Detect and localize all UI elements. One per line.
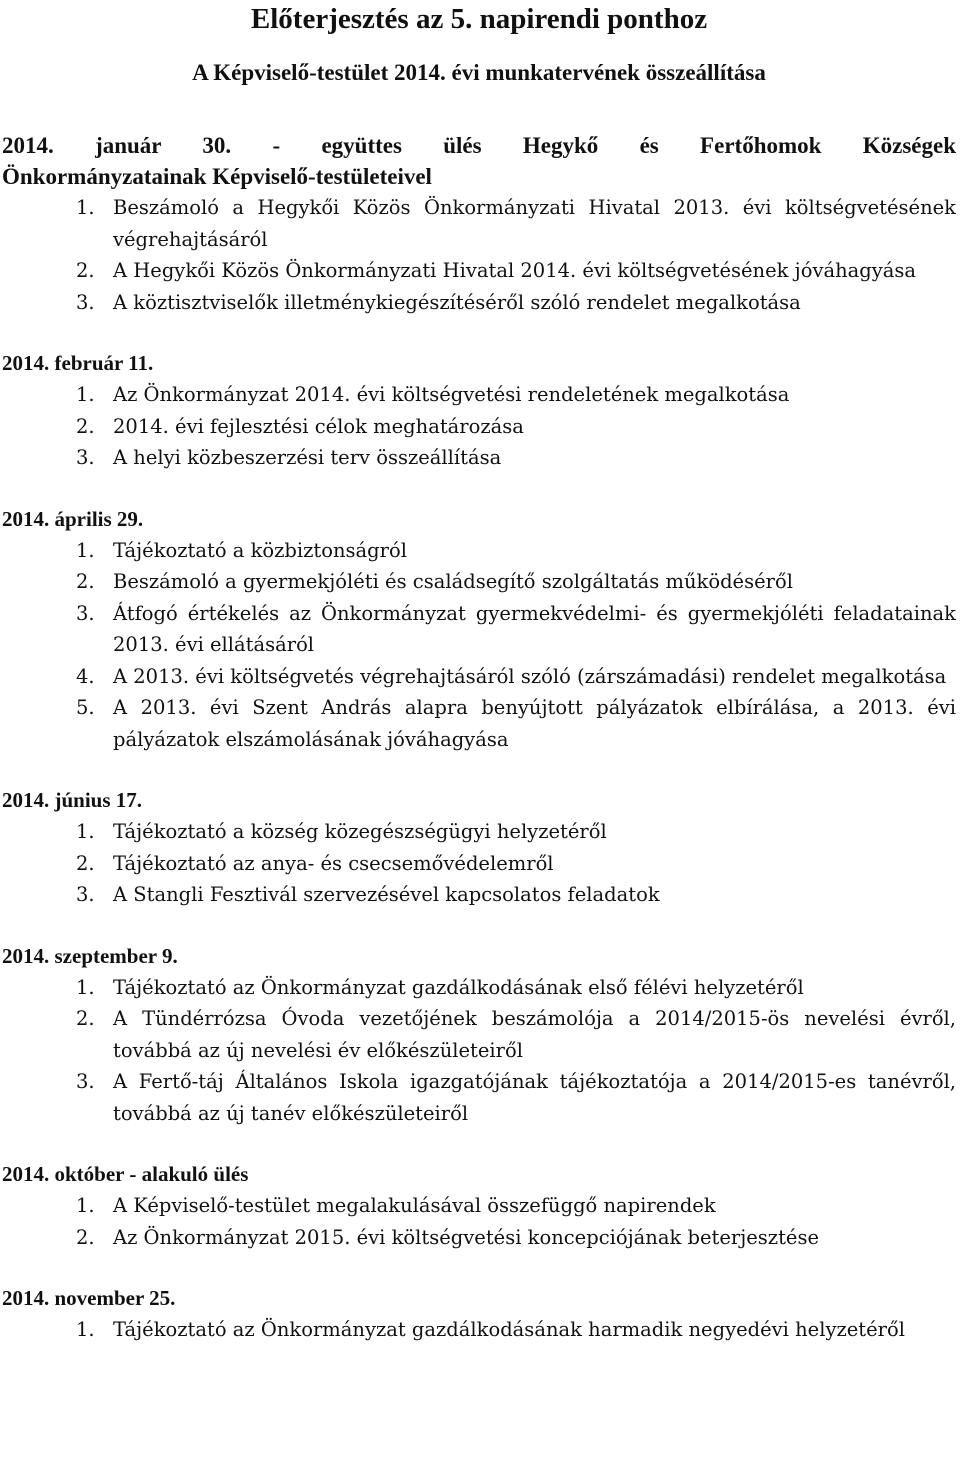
item-text: A Képviselő-testület megalakulásával összefüggő napirendek [113,1194,716,1217]
item-text: Tájékoztató az Önkormányzat gazdálkodásának első félévi helyzetéről [113,975,804,999]
section-date: 2014. június 17. [2,788,143,812]
section-item-list [2,1190,956,1253]
item-text: Tájékoztató az Önkormányzat gazdálkodásának harmadik negyedévi helyzetéről [113,1318,905,1341]
item-number: 1. [76,820,95,843]
item-number: 1. [76,1194,95,1217]
list-item [2,379,956,411]
item-text: Beszámoló a Hegykői Közös Önkormányzati Hivatal 2013. évi költségvetésének végrehajtásáról [113,196,956,251]
list-item [2,411,956,443]
section-october [2,1159,956,1253]
section-november [2,1283,956,1346]
list-item [2,1222,956,1254]
item-text: A Tündérrózsa Óvoda vezetőjének beszámolója a 2014/2015-ös nevelési évről, továbbá az új nevelési év előkészületeiről [113,1007,956,1062]
list-item [2,972,956,1004]
section-september [2,941,956,1130]
item-number: 1. [76,1318,95,1341]
item-number: 3. [76,1070,95,1093]
item-number: 1. [76,196,95,219]
item-number: 3. [76,883,95,906]
list-item [2,1314,956,1346]
section-item-list [2,535,956,756]
section-item-list [2,816,956,911]
list-item [2,1190,956,1222]
item-text: Tájékoztató a község közegészségügyi helyzetéről [113,820,607,843]
item-text: A helyi közbeszerzési terv összeállítása [113,446,502,469]
intro-item-list [2,192,956,318]
item-number: 3. [76,446,95,469]
item-text: Tájékoztató az anya- és csecsemővédelemről [113,851,554,875]
section-date: 2014. szeptember 9. [2,943,178,968]
list-item [2,192,956,255]
item-number: 2. [76,570,95,593]
section-date: 2014. április 29. [2,506,144,531]
item-number: 1. [76,975,95,999]
item-text: A Fertő-táj Általános Iskola igazgatójának tájékoztatója a 2014/2015-es tanévről, továbbá az új tanév előkészületeiről [113,1070,956,1125]
item-text: A köztisztviselők illetménykiegészítéséről szóló rendelet megalkotása [113,290,801,314]
item-text: Az Önkormányzat 2015. évi költségvetési koncepciójának beterjesztése [113,1225,819,1249]
intro-heading-line2: Önkormányzatainak Képviselő-testületeivel [2,164,432,189]
section-april [2,504,956,756]
item-text: A 2013. évi költségvetés végrehajtásáról szóló (zárszámadási) rendelet megalkotása [113,664,947,688]
item-number: 2. [76,259,95,282]
list-item [2,879,956,911]
document-title: Előterjesztés az 5. napirendi ponthoz [250,3,708,35]
list-item [2,442,956,474]
list-item [2,287,956,319]
section-item-list [2,972,956,1130]
item-number: 4. [76,664,95,688]
item-text: Tájékoztató a közbiztonságról [113,538,407,562]
list-item [2,816,956,848]
list-item [2,566,956,598]
section-february [2,348,956,474]
section-date: 2014. február 11. [2,351,154,375]
item-number: 1. [76,383,95,406]
section-item-list [2,379,956,474]
intro-heading-line1: 2014. január 30. - együttes ülés Hegykő és Fertőhomok Községek [2,133,956,158]
item-number: 2. [76,1225,95,1249]
section-item-list [2,1314,956,1346]
list-item [2,255,956,287]
list-item [2,661,956,693]
item-text: A 2013. évi Szent András alapra benyújtott pályázatok elbírálása, a 2013. évi pályázatok elszámolásának jóváhagyása [113,696,956,751]
item-number: 3. [76,601,95,625]
item-text: Átfogó értékelés az Önkormányzat gyermekvédelmi- és gyermekjóléti feladatainak 2013. évi ellátásáról [113,601,956,656]
item-text: A Stangli Fesztivál szervezésével kapcsolatos feladatok [113,883,660,906]
item-number: 1. [76,538,95,562]
item-number: 3. [76,290,95,314]
document-subtitle: A Képviselő-testület 2014. évi munkatervének összeállítása [192,60,766,85]
list-item [2,535,956,567]
list-item [2,598,956,661]
list-item [2,1003,956,1066]
list-item [2,1066,956,1129]
list-item [2,848,956,880]
item-number: 2. [76,414,95,438]
item-text: 2014. évi fejlesztési célok meghatározása [113,414,524,438]
item-number: 2. [76,1007,95,1030]
item-number: 2. [76,851,95,875]
intro-heading [2,130,956,192]
section-date: 2014. október - alakuló ülés [2,1162,249,1186]
list-item [2,692,956,755]
item-text: A Hegykői Közös Önkormányzati Hivatal 2014. évi költségvetésének jóváhagyása [113,259,917,282]
section-date: 2014. november 25. [2,1286,176,1310]
item-text: Beszámoló a gyermekjóléti és családsegítő szolgáltatás működéséről [113,570,793,593]
section-june [2,785,956,911]
item-text: Az Önkormányzat 2014. évi költségvetési rendeletének megalkotása [113,383,790,406]
item-number: 5. [76,696,95,719]
